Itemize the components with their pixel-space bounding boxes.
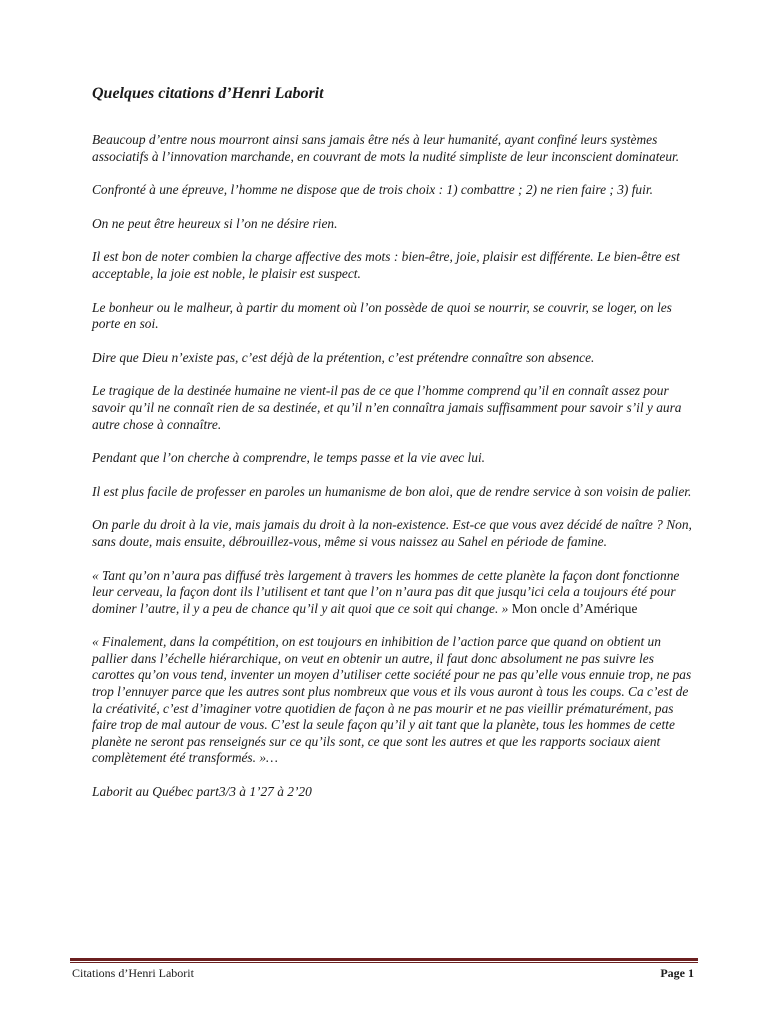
page-number: Page 1 (660, 966, 694, 980)
quote-text: « Tant qu’on n’aura pas diffusé très largement à travers les hommes de cette planète la façon dont fonctionne leur cerveau, la façon dont ils l’utilisent et tant que l’on n’aura pas dit que jusqu’ici cela a toujours été pour dominer l’autre, il y a peu de chance qu’il y ait quoi que ce soit qui change. » (92, 567, 680, 616)
source-line: Laborit au Québec part3/3 à 1’27 à 2’20 (92, 784, 312, 800)
quote-paragraph: Confronté à une épreuve, l’homme ne dispose que de trois choix : 1) combattre ; 2) ne rien faire ; 3) fuir. (92, 182, 653, 198)
page-title: Quelques citations d’Henri Laborit (92, 85, 324, 102)
document-body (92, 84, 698, 801)
quote-paragraph: Dire que Dieu n’existe pas, c’est déjà de la prétention, c’est prétendre connaître son absence. (92, 349, 595, 365)
long-quote-paragraph: « Finalement, dans la compétition, on est toujours en inhibition de l’action parce que quand on obtient un pallier dans l’échelle hiérarchique, on veut en obtenir un autre, il faut donc absolument ne pas suivre les carottes qu’on vous tend, inventer un moyen d’utiliser cette société pour ne pas qu’elle vous ennuie trop, ne pas trop l’ennuyer parce que les autres sont plus nombreux que vous et ils vous auront à tous les coups. Ca c’est de la créativité, c’est d’imaginer votre quotidien de façon à ne pas mourir et ne pas vieillir prématurément, pas faire trop de mal autour de vous. C’est la seule façon qu’il y ait tant que la planète, tous les hommes de cette planète ne seront pas renseignés sur ce qu’ils sont, ce que sont les autres et que les rapports sociaux aient complètement été transformés. »… (92, 634, 692, 766)
footer-rule (70, 958, 698, 961)
quote-paragraph: Le tragique de la destinée humaine ne vient-il pas de ce que l’homme comprend qu’il en connaît assez pour savoir qu’il ne connaît rien de sa destinée, et qu’il n’en connaîtra jamais suffisamment pour savoir s’il y aura autre chose à connaître. (92, 383, 682, 432)
quote-paragraph: Pendant que l’on cherche à comprendre, le temps passe et la vie avec lui. (92, 450, 486, 466)
quote-paragraph: On ne peut être heureux si l’on ne désire rien. (92, 215, 338, 231)
quote-paragraph: Le bonheur ou le malheur, à partir du moment où l’on possède de quoi se nourrir, se couvrir, se loger, on les porte en soi. (92, 299, 672, 332)
quote-paragraph: Il est plus facile de professer en paroles un humanisme de bon aloi, que de rendre service à son voisin de palier. (92, 483, 692, 499)
quote-paragraph: On parle du droit à la vie, mais jamais du droit à la non-existence. Est-ce que vous avez décidé de naître ? Non, sans doute, mais ensuite, débrouillez-vous, même si vous naissez au Sahel en période de famine. (92, 517, 692, 549)
quote-paragraph: Il est bon de noter combien la charge affective des mots : bien-être, joie, plaisir est différente. Le bien-être est acceptable, la joie est noble, le plaisir est suspect. (92, 249, 680, 281)
footer-rule-thin (70, 962, 698, 963)
quote-with-attribution (92, 568, 698, 618)
quote-attribution: Mon oncle d’Amérique (508, 600, 638, 616)
quote-paragraph: Beaucoup d’entre nous mourront ainsi sans jamais être nés à leur humanité, ayant confiné leurs systèmes associatifs à l’innovation marchande, en couvrant de mots la nudité simpliste de leur inconscient dominateur. (92, 132, 680, 164)
footer-left-text: Citations d’Henri Laborit (72, 966, 194, 980)
